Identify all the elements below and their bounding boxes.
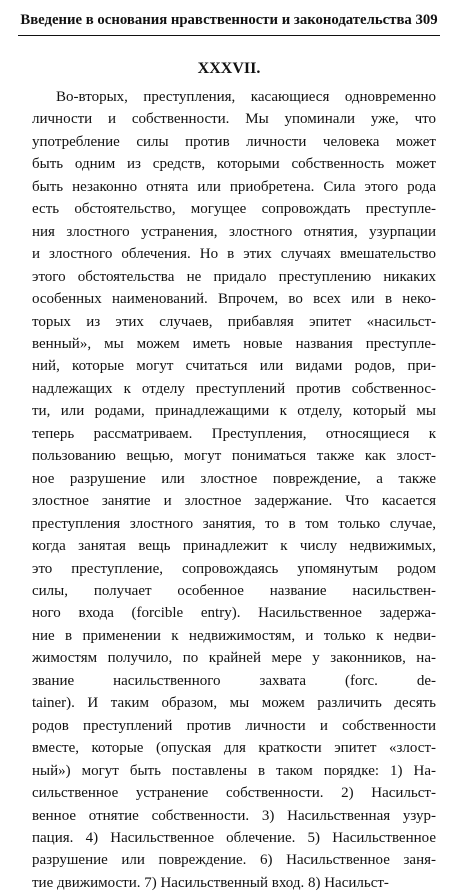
page-number: 309 <box>415 12 438 28</box>
text-line: венное отнятие собственности. 3) Насильственная узур- <box>32 807 436 824</box>
text-line: злостное занятие и злостное задержание. Что касается <box>32 493 436 510</box>
paragraph <box>32 86 436 894</box>
text-line: жимостям получило, по крайней мере у законников, на- <box>32 650 436 667</box>
running-header <box>20 12 438 29</box>
text-line: ный») могут быть поставлены в таком порядке: 1) На- <box>32 762 436 779</box>
text-line: ное разрушение или злостное повреждение, а также <box>32 470 436 487</box>
text-line: преступления злостного занятия, то в том только случае, <box>32 515 436 532</box>
text-line: венный», мы можем иметь новые названия преступле- <box>32 335 436 352</box>
text-line: особенных наименований. Впрочем, во всех или в неко- <box>32 291 436 308</box>
text-line: родов преступлений против личности и собственности <box>32 717 436 734</box>
chapter-heading: XXXVII. <box>197 60 261 77</box>
text-line: пользованию вещью, могут пониматься также как злост- <box>32 448 436 465</box>
text-line: есть обстоятельство, могущее сопровождать преступле- <box>32 201 436 218</box>
text-line: и злостного облечения. Но в этих случаях вмешательство <box>32 246 436 263</box>
text-line: быть незаконно отнята или приобретена. Сила этого рода <box>32 178 436 195</box>
text-line: это преступление, сопровождаясь упомянутым родом <box>32 560 436 577</box>
text-line: надлежащих к отделу преступлений против собственнос- <box>32 380 436 397</box>
running-title: Введение в основания нравственности и законодательства <box>20 12 412 28</box>
text-line: tainer). И таким образом, мы можем различить десять <box>32 695 436 712</box>
text-line: употребление силы против личности человека может <box>32 133 436 150</box>
text-line: быть одним из средств, которыми собственность может <box>32 156 436 173</box>
text-line: пация. 4) Насильственное облечение. 5) Насильственное <box>32 829 436 846</box>
text-line: ний, которые могут считаться или видами родов, при- <box>32 358 436 375</box>
header-rule <box>18 35 440 36</box>
text-line: этого обстоятельства не придало преступлению никаких <box>32 268 436 285</box>
text-line: разрушение или повреждение. 6) Насильственное заня- <box>32 852 436 869</box>
text-line: ние в применении к недвижимостям, и только к недви- <box>32 627 436 644</box>
text-line: ти, или родами, принадлежащими к отделу, который мы <box>32 403 436 420</box>
text-line: торых из этих случаев, прибавляя эпитет «насильст- <box>32 313 436 330</box>
text-line: сильственное устранение собственности. 2) Насильст- <box>32 785 436 802</box>
text-line: ного входа (forcible entry). Насильственное задержа- <box>32 605 436 622</box>
text-line: тие движимости. 7) Насильственный вход. 8) Насильст- <box>32 874 389 891</box>
text-line: личности и собственности. Мы упоминали уже, что <box>32 111 436 128</box>
text-line: силы, получает особенное название насильствен- <box>32 582 436 599</box>
text-line: Во-вторых, преступления, касающиеся одновременно <box>56 89 436 105</box>
text-line: звание насильственного захвата (forc. de- <box>32 672 436 689</box>
text-line: когда занятая вещь принадлежит к числу недвижимых, <box>32 538 436 555</box>
text-line: теперь рассматриваем. Преступления, относящиеся к <box>32 425 436 442</box>
text-line: вместе, которые (опуская для краткости эпитет «злост- <box>32 740 436 757</box>
text-line: ния злостного устранения, злостного отнятия, узурпации <box>32 223 436 240</box>
